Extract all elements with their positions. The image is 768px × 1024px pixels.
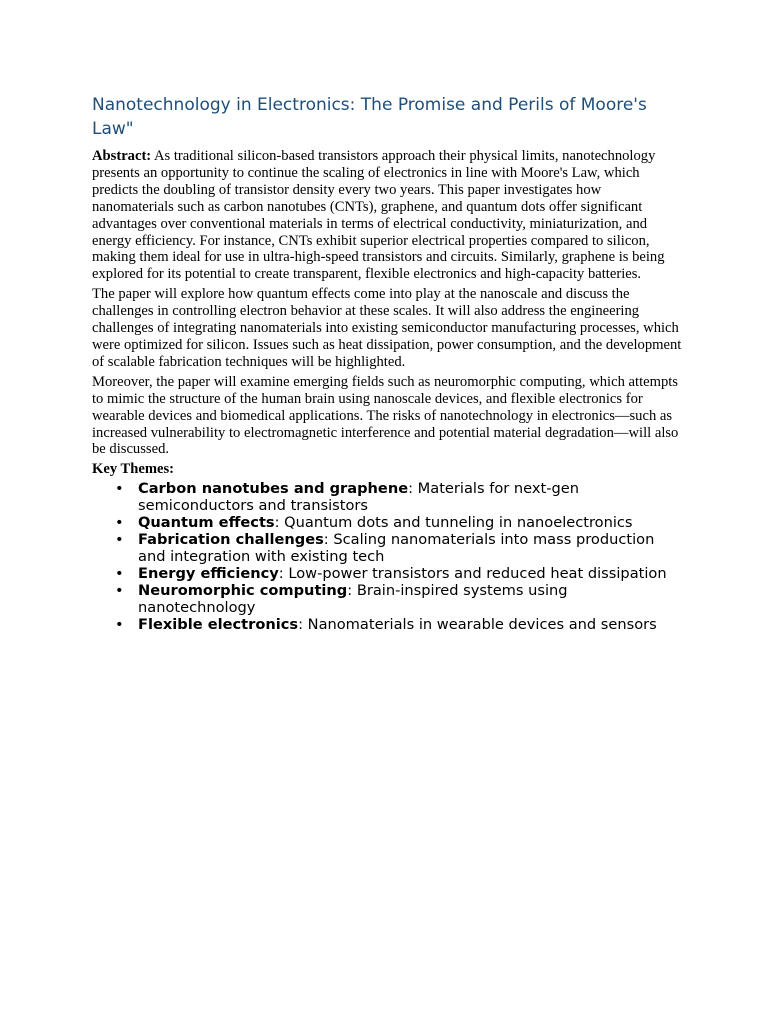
bullet-icon: •: [115, 531, 124, 549]
theme-description: : Scaling nanomaterials into mass production and integration with existing tech: [138, 531, 655, 566]
theme-item: [115, 565, 682, 583]
document-title: Nanotechnology in Electronics: The Promise and Perils of Moore's Law": [92, 95, 647, 139]
key-themes-list: [92, 480, 682, 633]
theme-description: : Brain-inspired systems using nanotechnology: [138, 582, 568, 617]
theme-description: : Nanomaterials in wearable devices and sensors: [298, 616, 657, 634]
body-paragraph-3: Moreover, the paper will examine emerging fields such as neuromorphic computing, which attempts to mimic the structure of the human brain using nanoscale devices, and flexible electronics for wearable devices and biomedical applications. The risks of nanotechnology in electronics—such as increased vulnerability to electromagnetic interference and potential material degradation—will also be discussed.: [92, 373, 679, 458]
bullet-icon: •: [115, 514, 124, 532]
bullet-icon: •: [115, 565, 124, 583]
theme-term: Quantum effects: [138, 514, 275, 532]
theme-description: : Low-power transistors and reduced heat dissipation: [278, 565, 667, 583]
abstract-label: Abstract:: [92, 148, 152, 164]
theme-item: [115, 582, 682, 617]
theme-term: Fabrication challenges: [138, 531, 324, 549]
bullet-icon: •: [115, 616, 124, 634]
theme-item: [115, 514, 682, 532]
theme-term: Carbon nanotubes and graphene: [138, 480, 409, 498]
theme-term: Neuromorphic computing: [138, 582, 348, 600]
theme-item: [115, 616, 682, 634]
theme-item: [115, 531, 682, 566]
theme-item: [115, 480, 682, 515]
body-paragraph-2: The paper will explore how quantum effects come into play at the nanoscale and discuss the challenges in controlling electron behavior at these scales. It will also address the engineering challenges of integrating nanomaterials into existing semiconductor manufacturing processes, which were optimized for silicon. Issues such as heat dissipation, power consumption, and the development of scalable fabrication techniques will be highlighted.: [92, 286, 682, 370]
bullet-icon: •: [115, 582, 124, 600]
abstract-text: As traditional silicon-based transistors approach their physical limits, nanotechnology presents an opportunity to continue the scaling of electronics in line with Moore's Law, which predicts the doubling of transistor density every two years. This paper investigates how nanomaterials such as carbon nanotubes (CNTs), graphene, and quantum dots offer significant advantages over conventional materials in terms of electrical conductivity, miniaturization, and energy efficiency. For instance, CNTs exhibit superior electrical properties compared to silicon, making them ideal for use in ultra-high-speed transistors and circuits. Similarly, graphene is being explored for its potential to create transparent, flexible electronics and high-capacity batteries.: [92, 148, 665, 283]
theme-term: Flexible electronics: [138, 616, 299, 634]
theme-description: : Quantum dots and tunneling in nanoelectronics: [274, 514, 633, 532]
document-page: [92, 93, 682, 633]
abstract-paragraph: [92, 148, 682, 283]
theme-term: Energy efficiency: [138, 565, 279, 583]
key-themes-heading: Key Themes:: [92, 461, 175, 478]
theme-description: : Materials for next-gen semiconductors and transistors: [138, 480, 579, 515]
bullet-icon: •: [115, 480, 124, 498]
